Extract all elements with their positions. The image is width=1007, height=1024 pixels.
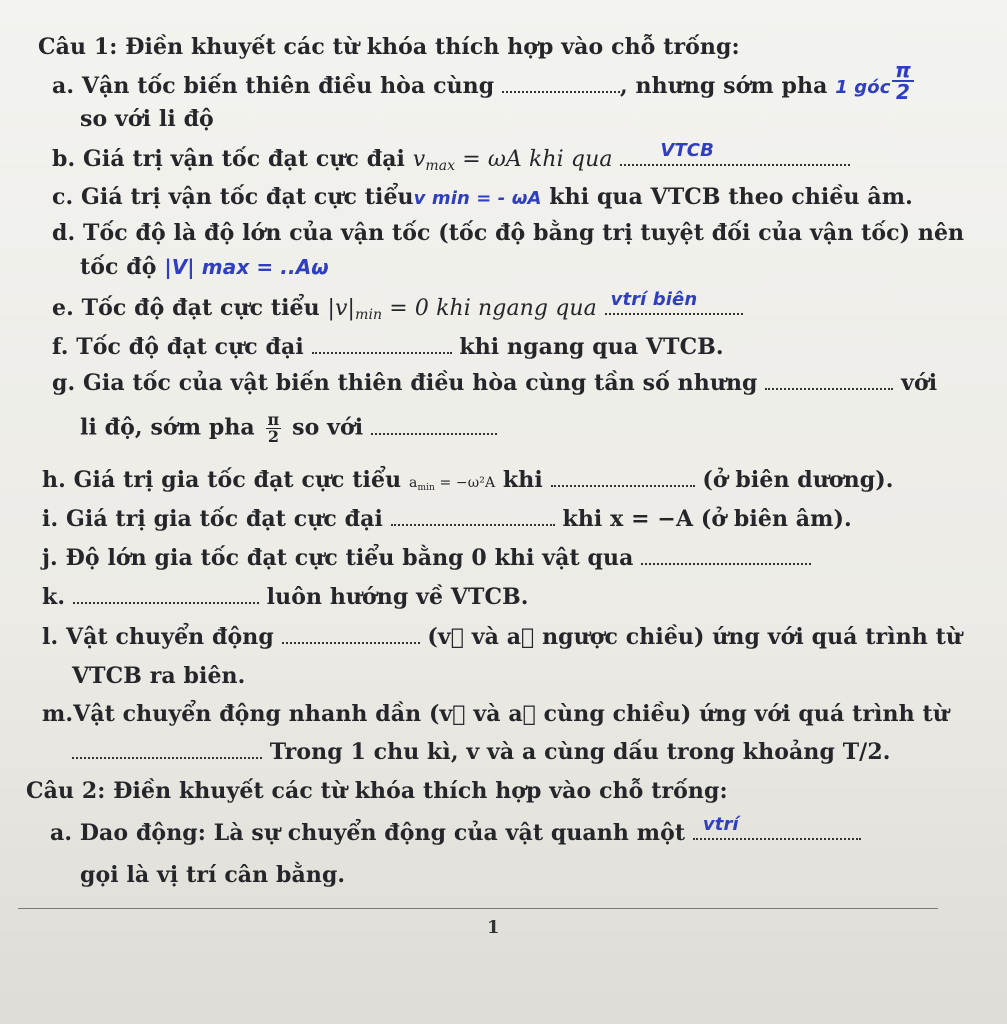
q1-item-i xyxy=(42,506,852,532)
q1-b-formula: $v_{max} = \omega A$ khi qua xyxy=(412,147,613,174)
q1-a-line2: so với li độ xyxy=(80,106,214,132)
q1-b-blank[interactable] xyxy=(620,140,850,166)
q2-a-line2: gọi là vị trí cân bằng. xyxy=(80,862,346,888)
q1-g-text4: so với xyxy=(292,414,364,441)
q1-d-line2 xyxy=(80,254,329,280)
q2-title: Câu 2: Điền khuyết các từ khóa thích hợp vào chỗ trống: xyxy=(26,778,728,804)
q2-a-blank[interactable] xyxy=(693,814,861,840)
q1-c-handwriting: v min = - ωA xyxy=(413,188,542,209)
q1-h-text1: h. Giá trị gia tốc đạt cực tiểu xyxy=(42,467,402,493)
q1-item-b xyxy=(52,140,850,174)
q1-item-a xyxy=(52,73,890,99)
q1-f-text1: f. Tốc độ đạt cực đại xyxy=(52,334,304,360)
q1-item-c xyxy=(52,184,913,210)
q1-item-g xyxy=(52,370,937,396)
q1-item-e xyxy=(52,289,743,323)
q1-e-handwriting: vtrí biên xyxy=(610,289,698,310)
q2-a-handwriting: vtrí xyxy=(702,814,739,835)
q1-g-blank2[interactable] xyxy=(371,415,497,435)
q1-m-line2 xyxy=(72,739,890,765)
q1-a-handwriting: 1 góc xyxy=(835,77,891,98)
q1-j-text: j. Độ lớn gia tốc đạt cực tiểu bằng 0 khi vật qua xyxy=(42,545,634,571)
q1-l-blank[interactable] xyxy=(282,624,420,644)
q1-a-text2: , nhưng sớm pha xyxy=(620,73,828,99)
q1-m-blank[interactable] xyxy=(72,739,262,759)
q2-item-a xyxy=(50,814,861,846)
q1-item-j xyxy=(42,545,811,571)
q1-d-text: tốc độ xyxy=(80,254,157,280)
q1-d-line1: d. Tốc độ là độ lớn của vận tốc (tốc độ bằng trị tuyệt đối của vận tốc) nên xyxy=(52,220,965,246)
q1-k-text: luôn hướng về VTCB. xyxy=(266,584,529,610)
q1-c-text1: c. Giá trị vận tốc đạt cực tiểu xyxy=(52,184,414,210)
q1-e-blank[interactable] xyxy=(605,289,743,315)
q1-h-text2: khi xyxy=(502,467,543,493)
q1-i-blank[interactable] xyxy=(391,506,555,526)
q1-c-text2: khi qua VTCB theo chiều âm. xyxy=(549,184,913,210)
q1-j-blank[interactable] xyxy=(641,545,811,565)
q1-a-text1: a. Vận tốc biến thiên điều hòa cùng xyxy=(52,73,495,99)
q1-g-blank1[interactable] xyxy=(765,370,893,390)
q1-item-k xyxy=(42,584,529,610)
q1-f-blank[interactable] xyxy=(312,334,452,354)
q1-i-text2: khi x = −A (ở biên âm). xyxy=(562,506,852,532)
q1-i-text1: i. Giá trị gia tốc đạt cực đại xyxy=(42,506,383,532)
q1-item-f xyxy=(52,334,724,360)
q1-g-line2 xyxy=(80,412,497,445)
q1-item-h xyxy=(42,467,894,493)
q1-d-handwriting: |V| max = ..Aω xyxy=(164,255,329,279)
footer-rule xyxy=(18,908,938,909)
q1-l-text2: (v⃗ và a⃗ ngược chiều) ứng với quá trình từ xyxy=(427,624,963,650)
q1-b-handwriting: VTCB xyxy=(660,140,714,161)
q1-l-line2: VTCB ra biên. xyxy=(72,663,246,689)
q1-e-formula: $|v|_{min} = 0$ khi ngang qua xyxy=(327,296,597,323)
q1-a-blank1[interactable] xyxy=(502,73,620,93)
q1-a-handwritten-fraction: π 2 xyxy=(892,60,914,102)
q1-f-text2: khi ngang qua VTCB. xyxy=(459,334,724,360)
q1-h-formula: $a_{min} = -\omega^2A$ xyxy=(408,475,496,493)
page-number: 1 xyxy=(487,917,500,938)
q1-m-text: Trong 1 chu kì, v và a cùng dấu trong khoảng T/2. xyxy=(269,739,891,765)
q1-k-blank[interactable] xyxy=(73,584,259,604)
q1-b-text: b. Giá trị vận tốc đạt cực đại xyxy=(52,146,406,172)
q1-h-blank[interactable] xyxy=(551,467,695,487)
q1-g-fraction: $\frac{\pi}{2}$ xyxy=(267,410,280,446)
q1-g-text3: li độ, sớm pha xyxy=(80,414,255,441)
q1-m-line1: m.Vật chuyển động nhanh dần (v⃗ và a⃗ cùng chiều) ứng với quá trình từ xyxy=(42,701,949,727)
q1-g-text2: với xyxy=(901,370,938,396)
q1-l-text1: l. Vật chuyển động xyxy=(42,624,274,650)
q1-item-l xyxy=(42,624,962,650)
q2-a-text: a. Dao động: Là sự chuyển động của vật quanh một xyxy=(50,820,686,846)
q1-g-text1: g. Gia tốc của vật biến thiên điều hòa cùng tần số nhưng xyxy=(52,370,758,396)
q1-h-text3: (ở biên dương). xyxy=(702,467,894,493)
q1-e-text: e. Tốc độ đạt cực tiểu xyxy=(52,295,320,321)
q1-title: Câu 1: Điền khuyết các từ khóa thích hợp vào chỗ trống: xyxy=(38,34,740,60)
q1-k-label: k. xyxy=(42,584,66,610)
